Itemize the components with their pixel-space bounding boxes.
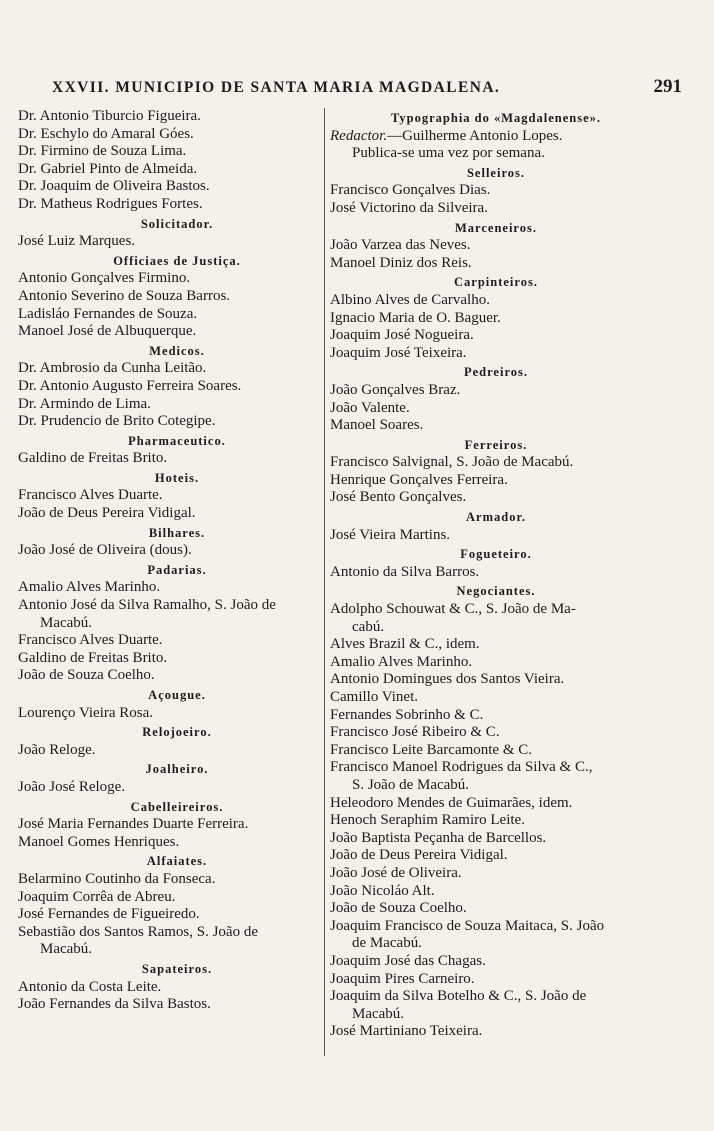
list-item: Heleodoro Mendes de Guimarães, idem. <box>330 794 573 811</box>
list-item: Antonio da Costa Leite. <box>18 978 162 995</box>
list-item: João Varzea das Neves. <box>330 237 471 254</box>
list-item: Amalio Alves Marinho. <box>330 653 473 670</box>
list-item: Manoel José de Albuquerque. <box>18 323 197 340</box>
list-item: Belarmino Coutinho da Fonseca. <box>18 870 216 887</box>
list-item: João Nicoláo Alt. <box>330 882 435 899</box>
list-item: João Gonçalves Braz. <box>330 381 461 398</box>
list-item: José Victorino da Silveira. <box>330 199 488 216</box>
section-title-marceneiros: Marceneiros. <box>454 220 537 235</box>
list-item: João José Reloge. <box>18 778 126 795</box>
list-item: José Fernandes de Figueiredo. <box>18 906 200 923</box>
list-item: Francisco Alves Duarte. <box>18 487 163 504</box>
list-item: Joaquim Corrêa de Abreu. <box>18 888 176 905</box>
list-item: Manoel Soares. <box>330 417 424 434</box>
list-item: Dr. Antonio Tiburcio Figueira. <box>18 108 201 124</box>
section-title-officiaes: Officiaes de Justiça. <box>113 253 241 268</box>
list-item: José Martiniano Teixeira. <box>330 1023 483 1040</box>
list-item: Francisco Leite Barcamonte & C. <box>330 741 533 758</box>
list-item: José Luiz Marques. <box>18 233 136 250</box>
section-title-negociantes: Negociantes. <box>456 584 536 599</box>
list-item: Adolpho Schouwat & C., S. João de Ma- <box>330 601 576 618</box>
list-item: João Valente. <box>330 399 410 416</box>
list-item: Manoel Diniz dos Reis. <box>330 254 472 271</box>
section-title-selleiros: Selleiros. <box>466 165 526 180</box>
list-item: Dr. Antonio Augusto Ferreira Soares. <box>18 377 242 394</box>
publication-note: Publica-se uma vez por semana. <box>352 145 545 162</box>
list-item: Sebastião dos Santos Ramos, S. João de <box>18 923 258 940</box>
list-item: João José de Oliveira. <box>330 864 462 881</box>
section-title-ferreiros: Ferreiros. <box>464 437 528 452</box>
list-item: Manoel Gomes Henriques. <box>18 833 180 850</box>
list-item: Galdino de Freitas Brito. <box>18 649 168 666</box>
list-item: João de Souza Coelho. <box>18 667 155 684</box>
section-title-carpinteiros: Carpinteiros. <box>454 275 538 290</box>
list-item: Francisco Salvignal, S. João de Macabú. <box>330 454 574 471</box>
section-title-joalheiro: Joalheiro. <box>145 762 209 777</box>
list-item: Joaquim da Silva Botelho & C., S. João de <box>330 988 587 1005</box>
header-title: XXVII. MUNICIPIO DE SANTA MARIA MAGDALENA. <box>52 79 501 96</box>
list-item: Dr. Prudencio de Brito Cotegipe. <box>18 413 216 430</box>
section-title-cabelleireiros: Cabelleireiros. <box>130 799 224 814</box>
list-item: de Macabú. <box>352 935 422 952</box>
list-item: Albino Alves de Carvalho. <box>330 291 490 308</box>
section-title-padarias: Padarias. <box>147 562 207 577</box>
list-item: Dr. Armindo de Lima. <box>18 395 151 412</box>
list-item: Lourenço Vieira Rosa. <box>18 704 154 721</box>
list-item: Ladisláo Fernandes de Souza. <box>18 305 198 322</box>
list-item: José Maria Fernandes Duarte Ferreira. <box>18 816 249 833</box>
section-title-typographia: Typographia do «Magdalenense». <box>391 111 601 125</box>
list-item: Henoch Seraphim Ramiro Leite. <box>330 812 525 829</box>
list-item: Dr. Gabriel Pinto de Almeida. <box>18 160 198 177</box>
list-item: Antonio Severino de Souza Barros. <box>18 287 231 304</box>
section-title-hoteis: Hoteis. <box>154 470 200 485</box>
list-item: Henrique Gonçalves Ferreira. <box>330 471 508 488</box>
list-item: Joaquim Pires Carneiro. <box>330 970 475 987</box>
list-item: Fernandes Sobrinho & C. <box>330 706 484 723</box>
list-item: João de Deus Pereira Vidigal. <box>330 847 508 864</box>
list-item: João de Souza Coelho. <box>330 900 467 917</box>
list-item: Galdino de Freitas Brito. <box>18 450 168 467</box>
list-item: Ignacio Maria de O. Baguer. <box>330 309 501 326</box>
list-item: Dr. Ambrosio da Cunha Leitão. <box>18 360 207 377</box>
list-item: Joaquim José Nogueira. <box>330 327 474 344</box>
list-item: Francisco Gonçalves Dias. <box>330 182 491 199</box>
list-item: João Reloge. <box>18 741 96 758</box>
list-item: Macabú. <box>40 614 93 631</box>
list-item: Francisco Alves Duarte. <box>18 632 163 649</box>
list-item: Joaquim Francisco de Souza Maitaca, S. João <box>330 917 605 934</box>
section-title-fogueteiro: Fogueteiro. <box>460 547 532 562</box>
section-title-solicitador: Solicitador. <box>140 216 214 231</box>
right-column <box>330 108 662 1041</box>
redactor-label: Redactor. <box>330 127 388 144</box>
list-item: Joaquim José das Chagas. <box>330 952 486 969</box>
list-item: José Bento Gonçalves. <box>330 489 467 506</box>
list-item: Dr. Joaquim de Oliveira Bastos. <box>18 178 210 195</box>
list-item: Alves Brazil & C., idem. <box>330 636 480 653</box>
list-item: Dr. Eschylo do Amaral Góes. <box>18 125 194 142</box>
list-item: Joaquim José Teixeira. <box>330 344 467 361</box>
list-item: João de Deus Pereira Vidigal. <box>18 505 196 522</box>
list-item: Antonio Gonçalves Firmino. <box>18 270 191 287</box>
list-item: S. João de Macabú. <box>352 776 470 793</box>
redactor-name: —Guilherme Antonio Lopes. <box>387 127 563 144</box>
list-item: Antonio José da Silva Ramalho, S. João de <box>18 597 276 614</box>
list-item: João José de Oliveira (dous). <box>18 542 192 559</box>
section-title-bilhares: Bilhares. <box>148 525 206 540</box>
section-title-sapateiros: Sapateiros. <box>141 961 213 976</box>
section-title-pharmaceutico: Pharmaceutico. <box>128 433 226 448</box>
list-item: Macabú. <box>352 1005 405 1022</box>
list-item: Antonio Domingues dos Santos Vieira. <box>330 671 565 688</box>
list-item: João Baptista Peçanha de Barcellos. <box>330 829 547 846</box>
list-item: João Fernandes da Silva Bastos. <box>18 996 211 1013</box>
list-item: Dr. Matheus Rodrigues Fortes. <box>18 195 203 212</box>
section-title-pedreiros: Pedreiros. <box>463 365 529 380</box>
section-title-armador: Armador. <box>466 510 526 525</box>
page-number: 291 <box>653 76 682 97</box>
left-column <box>18 108 336 1014</box>
intro-list <box>18 108 336 214</box>
section-title-alfaiates: Alfaiates. <box>146 854 208 869</box>
list-item: José Vieira Martins. <box>330 526 451 543</box>
redactor-line <box>330 128 662 146</box>
section-title-acougue: Açougue. <box>148 688 206 702</box>
list-item: Camillo Vinet. <box>330 689 418 705</box>
list-item: Francisco Manoel Rodrigues da Silva & C., <box>330 759 593 776</box>
list-item: Antonio da Silva Barros. <box>330 563 480 580</box>
section-title-medicos: Medicos. <box>149 343 205 358</box>
list-item: Macabú. <box>40 941 93 958</box>
list-item: cabú. <box>352 618 385 635</box>
page-header <box>52 76 682 98</box>
list-item: Francisco José Ribeiro & C. <box>330 724 500 741</box>
list-item: Dr. Firmino de Souza Lima. <box>18 143 187 160</box>
section-title-relojoeiro: Relojoeiro. <box>142 725 212 740</box>
list-item: Amalio Alves Marinho. <box>18 579 161 596</box>
